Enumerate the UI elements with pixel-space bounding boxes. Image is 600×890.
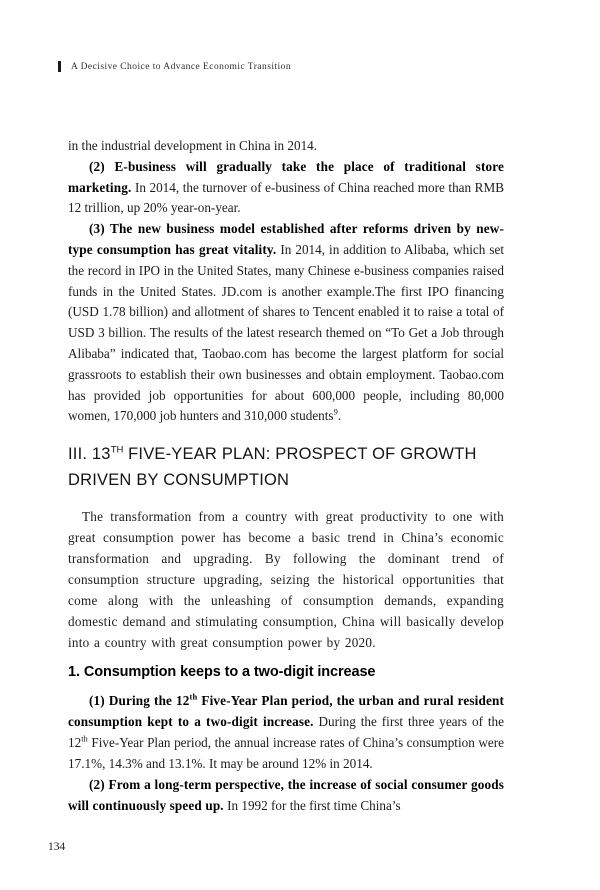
running-header-title: A Decisive Choice to Advance Economic Transition [71,61,292,72]
footnote-reference: 9 [333,406,338,417]
header-bar-icon [58,61,61,72]
paragraph-5 [68,774,504,816]
paragraph-text: Five-Year Plan period, the annual increase rates of China’s consumption were 17.1%, 14.3% and 13.1%. It may be around 12% in 2014. [68,735,504,771]
paragraph-lead-bold: (3) The new business model established after reforms driven by new-type consumption has great vitality. [68,221,504,257]
ordinal-superscript: th [189,691,198,702]
intro-paragraph [68,506,504,653]
paragraph-4 [68,690,504,774]
paragraph-text: During the first three years of the 12 [68,714,504,750]
paragraph-3 [68,219,504,427]
section-heading-line1 [68,441,504,467]
intro-paragraph-block [68,506,504,653]
paragraph-2 [68,157,504,219]
section-heading-line2: DRIVEN BY CONSUMPTION [68,471,290,489]
section-heading-text: FIVE-YEAR PLAN: PROSPECT OF GROWTH [123,445,477,463]
section-heading [68,441,504,493]
paragraph-continuation [68,136,504,157]
paragraph-text: In 1992 for the first time China’s [223,798,401,813]
paragraph-text: in the industrial development in China in 2014. [68,138,318,153]
paragraph-text: The transformation from a country with great productivity to one with great consumption power has become a basic trend in China’s economic transformation and upgrading. By following the dominant trend of consumption structure upgrading, seizing the historical opportunities that come along with the unleashing of consumption demands, expanding domestic demand and stimulating consumption, China will basically develop into a country with great consumption power by 2020. [68,509,504,650]
ordinal-superscript: TH [110,444,124,456]
body-text-block-bottom [68,690,504,816]
paragraph-text: In 2014, in addition to Alibaba, which set the record in IPO in the United States, many Chinese e-business companies raised funds in the United States. JD.com is another example.The first IPO financing (USD 1.78 billion) and allotment of shares to Tencent enabled it to raise a total of USD 3 billion. The results of the latest research themed on “To Get a Job through Alibaba” indicated that, Taobao.com has become the largest platform for social grassroots to establish their own businesses and obtain employment. Taobao.com has provided job opportunities for about 600,000 people, including 80,000 women, 170,000 job hunters and 310,000 students [68,241,504,424]
ordinal-superscript: th [81,733,88,744]
bold-text: (1) During the 12 [89,693,190,708]
paragraph-text-tail: . [337,408,342,424]
paragraph-lead-bold: (2) E-business will gradually take the place of traditional store marketing. [68,158,504,195]
paragraph-text: In 2014, the turnover of e-business of China reached more than RMB 12 trillion, up 20% year-on-year. [68,179,504,216]
bold-text: Five-Year Plan period, the urban and rural resident consumption kept to a two-digit increase. [68,693,505,729]
paragraph-lead-bold: (2) From a long-term perspective, the increase of social consumer goods will continuously speed up. [68,777,504,813]
subsection-heading: 1. Consumption keeps to a two-digit increase [68,664,376,680]
running-header [58,61,291,72]
page-number: 134 [48,841,66,853]
section-heading-text: III. 13 [68,445,111,463]
body-text-block [68,136,504,427]
